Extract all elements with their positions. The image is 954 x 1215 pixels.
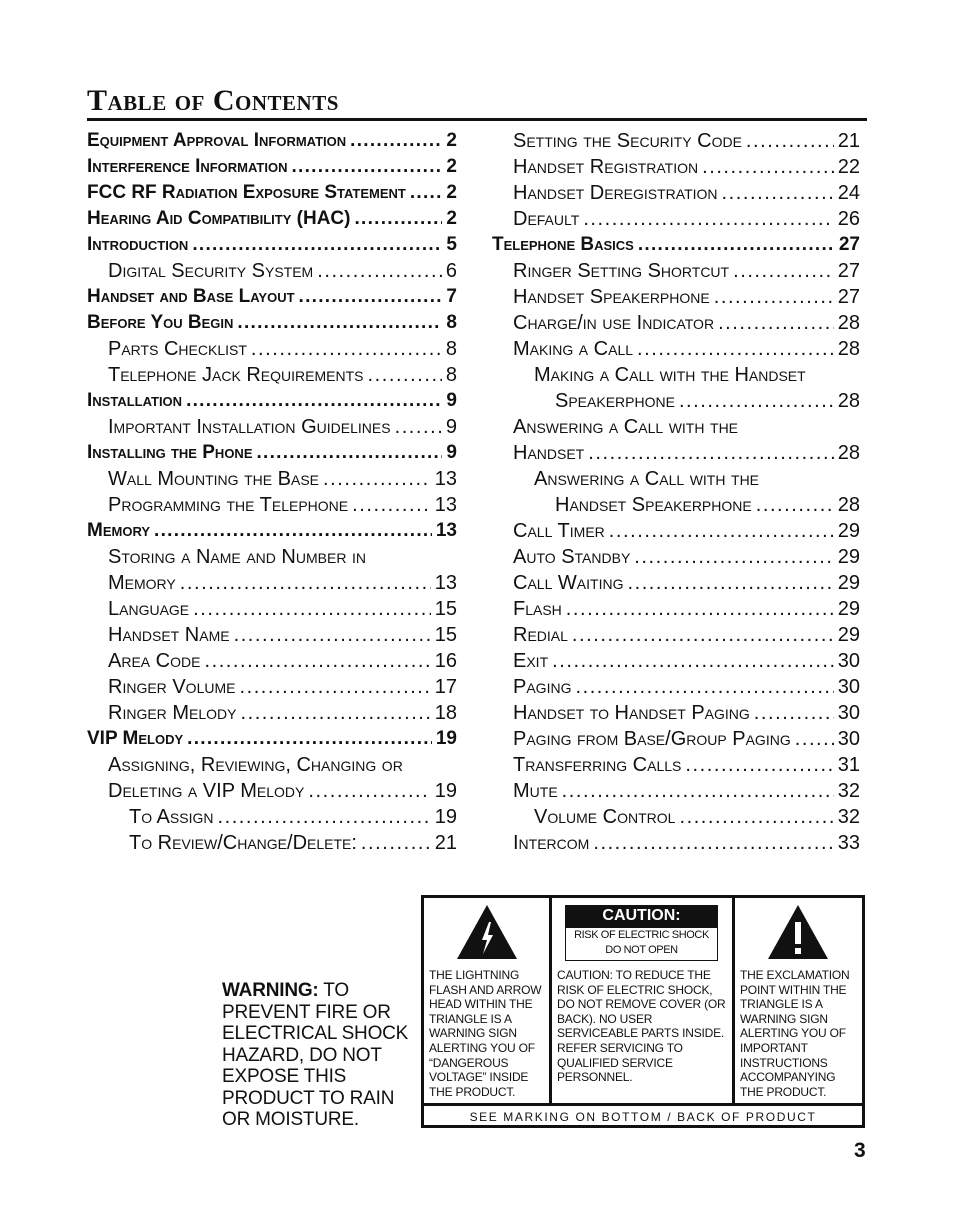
toc-entry bbox=[87, 364, 457, 390]
lightning-panel bbox=[424, 898, 552, 1103]
toc-entry-page: 21 bbox=[434, 832, 457, 854]
toc-entry-page: 30 bbox=[837, 676, 860, 698]
toc-entry-title: Paging from Base/Group Paging bbox=[513, 728, 791, 750]
exclamation-description: THE EXCLAMATION POINT WITHIN THE TRIANGLE IS A WARNING SIGN ALERTING YOU OF IMPORTANT INSTRUCTIONS ACCOMPANYING THE PRODUCT. bbox=[740, 968, 850, 1099]
toc-entry-page: 30 bbox=[837, 702, 860, 724]
toc-leader-dots bbox=[204, 650, 430, 673]
toc-entry-title: Memory bbox=[108, 572, 176, 594]
toc-entry bbox=[492, 338, 860, 364]
toc-leader-dots bbox=[733, 260, 834, 283]
toc-entry bbox=[87, 624, 457, 650]
toc-leader-dots bbox=[240, 702, 430, 725]
toc-entry bbox=[87, 598, 457, 624]
toc-entry bbox=[87, 390, 457, 416]
toc-entry-title: Deleting a VIP Melody bbox=[108, 780, 305, 802]
toc-entry-page: 2 bbox=[446, 182, 457, 203]
toc-entry-title: Memory bbox=[87, 520, 151, 541]
toc-entry bbox=[492, 208, 860, 234]
toc-entry-title: Answering a Call with the bbox=[534, 468, 760, 490]
toc-leader-dots bbox=[239, 676, 430, 699]
toc-entry-title: Introduction bbox=[87, 234, 189, 255]
title-divider bbox=[87, 118, 867, 121]
toc-entry-title: Parts Checklist bbox=[108, 338, 247, 360]
toc-leader-dots bbox=[193, 598, 431, 621]
toc-entry bbox=[492, 754, 860, 780]
toc-entry-title: Hearing Aid Compatibility (HAC) bbox=[87, 208, 351, 229]
toc-entry-page: 32 bbox=[837, 806, 860, 828]
toc-entry-title: Handset Speakerphone bbox=[513, 286, 710, 308]
toc-entry bbox=[492, 650, 860, 676]
toc-entry bbox=[87, 338, 457, 364]
toc-leader-dots bbox=[562, 780, 834, 803]
toc-entry bbox=[87, 312, 457, 338]
toc-entry-title: Handset and Base Layout bbox=[87, 286, 295, 307]
toc-leader-dots bbox=[299, 286, 443, 308]
toc-leader-dots bbox=[291, 156, 442, 178]
toc-entry-title: Interference Information bbox=[87, 156, 288, 177]
toc-entry-title: Handset Deregistration bbox=[513, 182, 718, 204]
toc-entry bbox=[87, 520, 457, 546]
toc-entry-title: Flash bbox=[513, 598, 562, 620]
toc-entry-page: 32 bbox=[837, 780, 860, 802]
toc-right-column bbox=[492, 130, 860, 858]
toc-entry bbox=[87, 676, 457, 702]
toc-entry-page: 30 bbox=[837, 728, 860, 750]
toc-entry bbox=[492, 780, 860, 806]
toc-entry bbox=[492, 676, 860, 702]
toc-leader-dots bbox=[588, 442, 834, 465]
toc-entry-title: Telephone Jack Requirements bbox=[108, 364, 364, 386]
toc-entry bbox=[492, 624, 860, 650]
toc-leader-dots bbox=[308, 780, 430, 803]
toc-leader-dots bbox=[251, 338, 442, 361]
toc-entry bbox=[87, 754, 457, 780]
toc-entry-page: 29 bbox=[837, 572, 860, 594]
toc-leader-dots bbox=[746, 130, 834, 153]
toc-entry bbox=[87, 780, 457, 806]
toc-entry bbox=[492, 832, 860, 858]
toc-entry bbox=[87, 286, 457, 312]
toc-entry-page: 8 bbox=[445, 338, 457, 360]
toc-entry bbox=[87, 494, 457, 520]
toc-entry bbox=[492, 416, 860, 442]
toc-leader-dots bbox=[237, 312, 442, 334]
toc-entry-title: Intercom bbox=[513, 832, 590, 854]
toc-entry bbox=[492, 442, 860, 468]
toc-entry-title: Making a Call with the Handset bbox=[534, 364, 806, 386]
toc-entry-page: 27 bbox=[837, 260, 860, 282]
toc-entry-title: Installation bbox=[87, 390, 183, 411]
toc-entry-title: Telephone Basics bbox=[492, 234, 634, 255]
toc-entry-title: Language bbox=[108, 598, 190, 620]
toc-leader-dots bbox=[679, 806, 833, 829]
toc-entry-title: Handset to Handset Paging bbox=[513, 702, 750, 724]
toc-entry bbox=[87, 806, 457, 832]
toc-entry-page: 2 bbox=[446, 130, 457, 151]
toc-entry bbox=[492, 728, 860, 754]
toc-entry-title: Charge/in use Indicator bbox=[513, 312, 715, 334]
caution-subtitle bbox=[565, 927, 718, 961]
toc-entry-page: 19 bbox=[435, 728, 457, 749]
toc-leader-dots bbox=[350, 130, 442, 152]
toc-entry-title: Making a Call bbox=[513, 338, 634, 360]
toc-entry-title: Handset bbox=[513, 442, 585, 464]
toc-entry-title: To Review/Change/Delete: bbox=[129, 832, 357, 854]
toc-entry bbox=[87, 702, 457, 728]
toc-entry bbox=[492, 702, 860, 728]
toc-entry-title: Handset Name bbox=[108, 624, 230, 646]
toc-entry-page: 2 bbox=[446, 208, 457, 229]
toc-leader-dots bbox=[367, 364, 441, 387]
toc-leader-dots bbox=[638, 234, 835, 256]
toc-entry-page: 13 bbox=[434, 572, 457, 594]
toc-entry-page: 5 bbox=[446, 234, 457, 255]
toc-entry-title: Exit bbox=[513, 650, 549, 672]
toc-entry-page: 28 bbox=[837, 494, 860, 516]
toc-leader-dots bbox=[186, 390, 442, 412]
toc-entry bbox=[87, 442, 457, 468]
toc-entry-page: 22 bbox=[837, 156, 860, 178]
toc-leader-dots bbox=[679, 390, 834, 413]
caution-subtitle-line2: DO NOT OPEN bbox=[605, 944, 678, 956]
toc-entry bbox=[87, 832, 457, 858]
toc-entry-page: 8 bbox=[446, 312, 457, 333]
toc-leader-dots bbox=[756, 494, 834, 517]
toc-entry-page: 18 bbox=[434, 702, 457, 724]
lightning-warning-icon bbox=[456, 904, 518, 960]
exclamation-panel bbox=[735, 898, 862, 1103]
toc-entry bbox=[492, 390, 860, 416]
toc-leader-dots bbox=[718, 312, 834, 335]
toc-entry-title: To Assign bbox=[129, 806, 214, 828]
caution-label-box bbox=[421, 895, 865, 1128]
toc-entry-title: Ringer Setting Shortcut bbox=[513, 260, 730, 282]
toc-entry-title: Important Installation Guidelines bbox=[108, 416, 391, 438]
toc-entry-page: 8 bbox=[445, 364, 457, 386]
toc-entry-page: 7 bbox=[446, 286, 457, 307]
toc-entry bbox=[492, 468, 860, 494]
toc-entry-page: 29 bbox=[837, 520, 860, 542]
toc-entry-page: 27 bbox=[837, 286, 860, 308]
toc-entry-title: Installing the Phone bbox=[87, 442, 253, 463]
toc-entry-title: Auto Standby bbox=[513, 546, 631, 568]
toc-entry-page: 28 bbox=[837, 390, 860, 412]
toc-entry-title: Storing a Name and Number in bbox=[108, 546, 366, 568]
toc-entry bbox=[87, 234, 457, 260]
toc-entry bbox=[492, 572, 860, 598]
warning-notice bbox=[222, 980, 422, 1131]
toc-leader-dots bbox=[317, 260, 442, 283]
toc-leader-dots bbox=[795, 728, 834, 751]
toc-leader-dots bbox=[154, 520, 432, 542]
toc-entry bbox=[492, 312, 860, 338]
toc-entry-page: 9 bbox=[446, 390, 457, 411]
toc-entry bbox=[492, 234, 860, 260]
toc-leader-dots bbox=[352, 494, 431, 517]
toc-entry bbox=[492, 364, 860, 390]
toc-entry-page: 15 bbox=[434, 624, 457, 646]
toc-leader-dots bbox=[552, 650, 834, 673]
toc-entry-title: Digital Security System bbox=[108, 260, 314, 282]
lightning-description: THE LIGHTNING FLASH AND ARROW HEAD WITHIN THE TRIANGLE IS A WARNING SIGN ALERTING YOU OF “DANGEROUS VOLTAGE” INSIDE THE PRODUCT. bbox=[429, 968, 542, 1099]
toc-entry bbox=[492, 182, 860, 208]
toc-leader-dots bbox=[754, 702, 834, 725]
toc-entry-page: 6 bbox=[445, 260, 457, 282]
toc-entry-page: 16 bbox=[434, 650, 457, 672]
toc-entry-page: 13 bbox=[434, 468, 457, 490]
toc-entry bbox=[492, 806, 860, 832]
caution-panel bbox=[552, 898, 735, 1103]
toc-entry bbox=[87, 468, 457, 494]
toc-entry-page: 28 bbox=[837, 442, 860, 464]
toc-entry bbox=[492, 286, 860, 312]
toc-entry-title: Handset Registration bbox=[513, 156, 699, 178]
toc-leader-dots bbox=[583, 208, 833, 231]
toc-leader-dots bbox=[323, 468, 431, 491]
toc-entry-page: 17 bbox=[434, 676, 457, 698]
toc-entry-title: Setting the Security Code bbox=[513, 130, 742, 152]
toc-entry-page: 28 bbox=[837, 338, 860, 360]
toc-entry-title: Speakerphone bbox=[555, 390, 675, 412]
toc-entry-title: Redial bbox=[513, 624, 568, 646]
toc-entry bbox=[87, 260, 457, 286]
toc-entry-title: Assigning, Reviewing, Changing or bbox=[108, 754, 403, 776]
toc-leader-dots bbox=[609, 520, 834, 543]
toc-entry-title: Before You Begin bbox=[87, 312, 234, 333]
toc-entry bbox=[87, 156, 457, 182]
toc-entry bbox=[87, 416, 457, 442]
toc-entry-page: 19 bbox=[434, 806, 457, 828]
toc-leader-dots bbox=[217, 806, 430, 829]
toc-leader-dots bbox=[627, 572, 833, 595]
toc-entry-title: Transferring Calls bbox=[513, 754, 682, 776]
toc-entry-title: Area Code bbox=[108, 650, 201, 672]
toc-leader-dots bbox=[180, 572, 431, 595]
toc-entry bbox=[492, 260, 860, 286]
toc-entry bbox=[87, 182, 457, 208]
toc-entry-page: 29 bbox=[837, 624, 860, 646]
toc-leader-dots bbox=[722, 182, 834, 205]
toc-entry-page: 2 bbox=[446, 156, 457, 177]
toc-entry bbox=[492, 130, 860, 156]
toc-entry-title: Call Waiting bbox=[513, 572, 624, 594]
caution-title: CAUTION: bbox=[565, 905, 718, 927]
toc-leader-dots bbox=[354, 208, 442, 230]
toc-leader-dots bbox=[361, 832, 431, 855]
toc-leader-dots bbox=[192, 234, 442, 256]
toc-entry bbox=[87, 728, 457, 754]
toc-entry-page: 15 bbox=[434, 598, 457, 620]
toc-entry-title: Wall Mounting the Base bbox=[108, 468, 320, 490]
toc-entry-page: 29 bbox=[837, 598, 860, 620]
toc-entry-title: Equipment Approval Information bbox=[87, 130, 347, 151]
exclamation-warning-icon bbox=[767, 904, 829, 960]
toc-leader-dots bbox=[566, 598, 834, 621]
toc-left-column bbox=[87, 130, 457, 858]
toc-leader-dots bbox=[187, 728, 432, 750]
toc-entry-title: Handset Speakerphone bbox=[555, 494, 752, 516]
toc-leader-dots bbox=[575, 676, 833, 699]
toc-entry-title: Mute bbox=[513, 780, 558, 802]
toc-entry-title: Ringer Melody bbox=[108, 702, 237, 724]
warning-text: TO PREVENT FIRE OR ELECTRICAL SHOCK HAZARD, DO NOT EXPOSE THIS PRODUCT TO RAIN OR MOISTURE. bbox=[222, 980, 409, 1130]
toc-entry-page: 19 bbox=[434, 780, 457, 802]
toc-leader-dots bbox=[234, 624, 431, 647]
page-number: 3 bbox=[854, 1139, 866, 1162]
toc-entry-page: 24 bbox=[837, 182, 860, 204]
caution-description: CAUTION: TO REDUCE THE RISK OF ELECTRIC SHOCK, DO NOT REMOVE COVER (OR BACK). NO USER SERVICEABLE PARTS INSIDE. REFER SERVICING TO QUALIFIED SERVICE PERSONNEL. bbox=[557, 968, 726, 1085]
toc-entry bbox=[87, 208, 457, 234]
toc-entry-title: Answering a Call with the bbox=[513, 416, 739, 438]
toc-entry-page: 27 bbox=[838, 234, 860, 255]
toc-entry-title: Paging bbox=[513, 676, 572, 698]
toc-entry bbox=[492, 520, 860, 546]
toc-leader-dots bbox=[572, 624, 834, 647]
toc-entry bbox=[87, 130, 457, 156]
toc-entry-page: 9 bbox=[445, 416, 457, 438]
toc-entry-page: 31 bbox=[837, 754, 860, 776]
toc-entry-title: Ringer Volume bbox=[108, 676, 236, 698]
toc-entry-page: 28 bbox=[837, 312, 860, 334]
toc-entry bbox=[492, 156, 860, 182]
toc-entry-title: Volume Control bbox=[534, 806, 676, 828]
toc-entry-title: Programming the Telephone bbox=[108, 494, 349, 516]
toc-entry-page: 13 bbox=[434, 494, 457, 516]
toc-entry bbox=[492, 598, 860, 624]
toc-entry-page: 29 bbox=[837, 546, 860, 568]
page-title: Table of Contents bbox=[87, 84, 339, 117]
toc-entry-title: Call Timer bbox=[513, 520, 605, 542]
toc-entry-page: 9 bbox=[446, 442, 457, 463]
toc-leader-dots bbox=[257, 442, 443, 464]
toc-leader-dots bbox=[395, 416, 442, 439]
caution-subtitle-line1: RISK OF ELECTRIC SHOCK bbox=[574, 929, 709, 941]
toc-entry-page: 33 bbox=[837, 832, 860, 854]
toc-entry bbox=[492, 546, 860, 572]
toc-leader-dots bbox=[410, 182, 443, 204]
toc-entry bbox=[87, 546, 457, 572]
toc-leader-dots bbox=[702, 156, 834, 179]
toc-entry bbox=[87, 650, 457, 676]
toc-entry-page: 26 bbox=[837, 208, 860, 230]
toc-entry bbox=[492, 494, 860, 520]
toc-entry-page: 13 bbox=[435, 520, 457, 541]
toc-entry-page: 30 bbox=[837, 650, 860, 672]
toc-entry-title: Default bbox=[513, 208, 580, 230]
toc-leader-dots bbox=[685, 754, 833, 777]
toc-leader-dots bbox=[714, 286, 834, 309]
toc-entry-page: 21 bbox=[837, 130, 860, 152]
toc-entry-title: VIP Melody bbox=[87, 728, 184, 749]
toc-leader-dots bbox=[593, 832, 833, 855]
caution-footer: SEE MARKING ON BOTTOM / BACK OF PRODUCT bbox=[424, 1103, 862, 1128]
toc-entry bbox=[87, 572, 457, 598]
toc-leader-dots bbox=[637, 338, 834, 361]
warning-label: WARNING: bbox=[222, 980, 319, 1001]
toc-entry-title: FCC RF Radiation Exposure Statement bbox=[87, 182, 406, 203]
toc-leader-dots bbox=[634, 546, 833, 569]
